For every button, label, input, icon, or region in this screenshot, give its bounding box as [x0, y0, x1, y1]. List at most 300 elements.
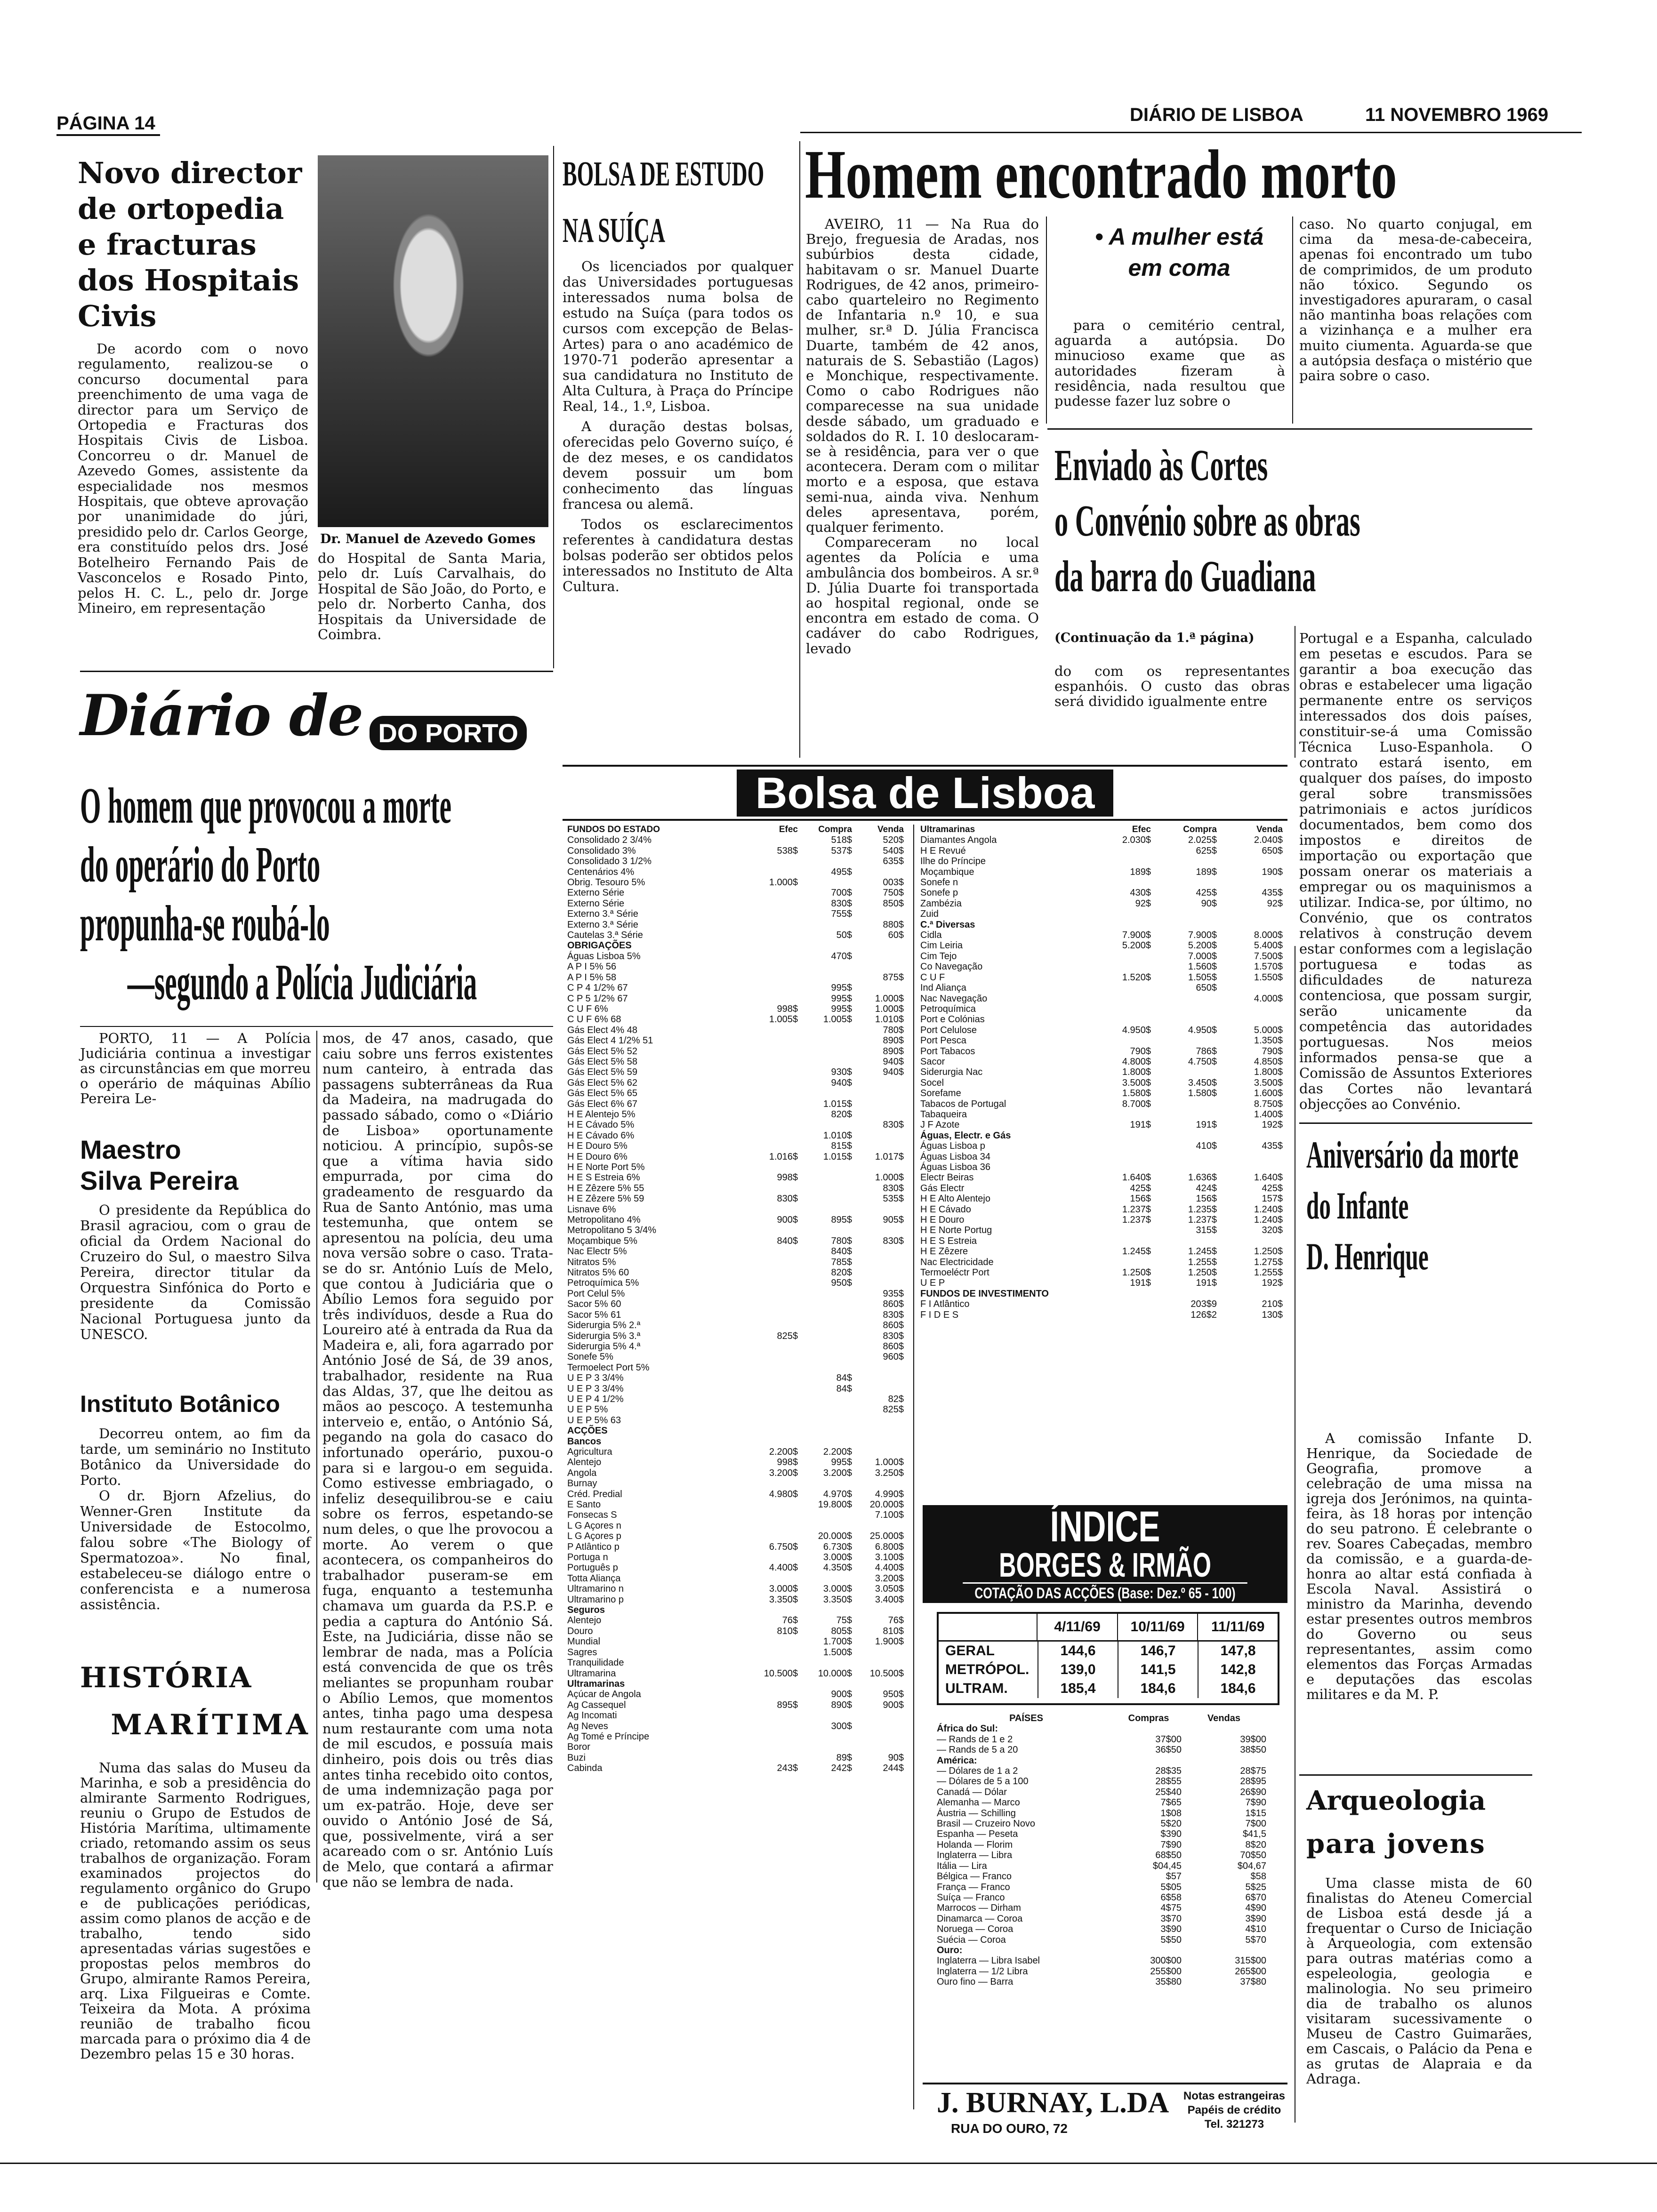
row-value: 995$: [831, 993, 852, 1004]
row-value: [1090, 877, 1151, 888]
row-value: 995$: [831, 1003, 852, 1014]
row-label: Alentejo: [567, 1615, 602, 1626]
bolsa-suica-body: Os licenciados por qualquer das Universidades portuguesas interessados numa bolsa de estudo na Suíça (para todos os cursos com excepção de Belas-Artes) para o ano académico de 1970-71 poderão apresentar a sua candidatura no Instituto de Alta Cultura, à Praça do Príncipe Real, 14., 1.º, Lisboa. A duração destas bolsas, oferecidas pelo Governo suíço, é de dez meses, e os candidatos devem possuir um bom conhecimento das línguas francesa ou alemã. Todos os esclarecimentos referentes à candidatura destas bolsas poderão ser obtidos pelos interessados no Instituto de Alta Cultura.: [563, 258, 793, 594]
row-label: Ag Neves: [567, 1721, 608, 1731]
indice-row: [939, 1642, 1278, 1660]
row-label: Inglaterra — Libra Isabel: [937, 1956, 1040, 1966]
table-row: [567, 1742, 911, 1752]
row-value: 430$: [1130, 888, 1151, 898]
row-value: 470$: [831, 951, 852, 962]
table-row: [937, 1734, 1285, 1745]
row-value: [798, 1352, 852, 1362]
row-value: [753, 1721, 798, 1731]
col-divider: [1046, 216, 1047, 424]
row-label: H E Douro 6%: [567, 1151, 627, 1162]
row-value: 4$10: [1245, 1924, 1266, 1935]
row-label: Externo 3.ª Série: [567, 919, 638, 930]
table-row: [937, 1723, 1285, 1734]
row-value: [1151, 909, 1217, 919]
burnay-name: J. BURNAY, L.DA: [937, 2087, 1169, 2119]
row-value: [852, 1257, 904, 1267]
row-value: [798, 1320, 852, 1330]
row-label: Consolidado 2 3/4%: [567, 835, 652, 846]
row-value: 940$: [883, 1067, 904, 1078]
title-line: BOLSA DE ESTUDO: [563, 155, 764, 193]
table-row: [567, 1658, 911, 1668]
row-label: Moçambique: [920, 866, 974, 877]
row-value: 130$: [1262, 1309, 1283, 1320]
row-label: Port Tabacos: [920, 1046, 975, 1057]
table-row: [567, 1753, 911, 1763]
row-value: [753, 1046, 798, 1057]
table-row: [920, 951, 1287, 962]
row-value: [753, 1521, 798, 1531]
row-value: 1.245$: [1188, 1246, 1217, 1257]
table-row: [567, 1278, 911, 1288]
row-label: — Dólares de 5 a 100: [937, 1776, 1029, 1787]
row-value: 1.600$: [1254, 1088, 1283, 1099]
col-header: PAÍSES: [1009, 1713, 1043, 1723]
row-value: 860$: [883, 1341, 904, 1352]
row-value: 2.200$: [769, 1446, 798, 1457]
row-value: $41,5: [1242, 1829, 1266, 1840]
table-row: [567, 1404, 911, 1415]
row-value: 995$: [831, 1457, 852, 1468]
row-label: Obrig. Tesouro 5%: [567, 877, 645, 888]
row-value: 425$: [1262, 1183, 1283, 1194]
row-value: 90$: [1201, 898, 1217, 909]
row-value: 6.730$: [823, 1541, 852, 1552]
row-label: Sacor: [920, 1056, 945, 1067]
row-value: [753, 1710, 798, 1721]
row-label: P Atlântico p: [567, 1541, 619, 1552]
table-row: [920, 1194, 1287, 1204]
row-label: Tabaqueira: [920, 1109, 967, 1120]
homem-morto-col3: caso. No quarto conjugal, em cima da mesa-de-cabeceira, apenas foi encontrado um tubo de comprimidos, de um produto não tóxico. Segundo os investigadores apuraram, o casal não mantinha boas relações com a vizinhança e a mulher era muito ciumenta. Aguarda-se que a autópsia desfaça o mistério que paira sobre o caso.: [1299, 216, 1532, 384]
row-value: 28$95: [1240, 1776, 1266, 1787]
row-value: 3.000$: [823, 1552, 852, 1563]
col-divider: [1292, 216, 1293, 424]
table-row: [937, 1956, 1285, 1966]
row-value: [1116, 1945, 1182, 1956]
row-label: H E Alto Alentejo: [920, 1194, 990, 1204]
masthead-badge: DO PORTO: [370, 716, 527, 750]
row-value: [753, 1067, 798, 1077]
table-row: [920, 1035, 1287, 1046]
row-label: Ind Aliança: [920, 983, 966, 994]
row-value: 10.000$: [818, 1668, 852, 1679]
row-value: [852, 951, 904, 962]
row-value: 495$: [831, 866, 852, 877]
row-label: Gás Elect 5% 59: [567, 1067, 637, 1078]
table-row: [567, 940, 911, 951]
row-value: 157$: [1262, 1194, 1283, 1204]
row-label: Agricultura: [567, 1446, 612, 1457]
row-label: Sonefe p: [920, 888, 958, 898]
row-value: 10.500$: [869, 1668, 904, 1679]
title-line: Maestro: [80, 1135, 181, 1164]
table-row: [567, 867, 911, 877]
row-value: [753, 1404, 798, 1415]
row-label: Ultramarino p: [567, 1594, 624, 1605]
row-value: [1217, 909, 1283, 919]
table-row: [567, 1183, 911, 1194]
table-row: [920, 898, 1287, 909]
row-label: FUNDOS DE INVESTIMENTO: [920, 1288, 1049, 1299]
row-value: 1.016$: [769, 1151, 798, 1162]
row-value: [798, 1025, 852, 1035]
row-value: 890$: [883, 1046, 904, 1057]
row-value: 3.350$: [769, 1594, 798, 1605]
row-value: [1151, 856, 1217, 866]
row-value: [753, 1478, 798, 1489]
row-value: 1.550$: [1254, 972, 1283, 983]
page-bottom-rule: [0, 2163, 1657, 2164]
arqueologia-body: Uma classe mista de 60 finalistas do Ateneu Comercial de Lisboa está desde já a frequentar o Curso de Iniciação à Arqueologia, com extensão para outras matérias como a espeleologia, geologia e malinologia. No seu primeiro dia de trabalho os alunos visitaram sucessivamente o Museu de Castro Guimarães, em Cascais, o Palácio da Pena e as grutas de Alapraia e da Adraga.: [1306, 1875, 1532, 2087]
row-value: 830$: [883, 1120, 904, 1130]
table-row: [567, 1194, 911, 1204]
row-label: H E Cávado 6%: [567, 1130, 635, 1141]
row-value: 75$: [836, 1615, 852, 1626]
title-line: e fracturas: [78, 227, 257, 262]
row-value: 635$: [883, 856, 904, 867]
row-value: 7$90: [1245, 1797, 1266, 1808]
row-value: [753, 1689, 798, 1699]
row-value: $57: [1166, 1871, 1182, 1882]
row-value: [798, 1605, 852, 1615]
row-value: 1.005$: [823, 1014, 852, 1025]
indice-value: 142,8: [1198, 1660, 1278, 1679]
row-value: [798, 1162, 852, 1172]
row-label: H E Zêzere: [920, 1246, 968, 1257]
table-row: [920, 1215, 1287, 1225]
table-row: [920, 1172, 1287, 1183]
row-value: 5.400$: [1254, 940, 1283, 951]
row-value: 189$: [1196, 866, 1217, 877]
table-row: [920, 983, 1287, 993]
row-label: Créd. Predial: [567, 1489, 622, 1499]
row-value: 5.000$: [1254, 1025, 1283, 1035]
row-value: 860$: [883, 1320, 904, 1331]
table-row: [937, 1861, 1285, 1871]
row-value: [753, 1647, 798, 1658]
row-value: [753, 951, 798, 962]
row-value: 1.636$: [1188, 1172, 1217, 1183]
row-label: Holanda — Florim: [937, 1839, 1013, 1850]
table-row: [937, 1966, 1285, 1977]
row-label: Cim Tejo: [920, 951, 957, 962]
row-value: 830$: [831, 898, 852, 909]
row-value: [1151, 920, 1217, 930]
table-row: [920, 867, 1287, 877]
row-value: 1.017$: [875, 1151, 904, 1162]
row-label: — Rands de 5 a 20: [937, 1745, 1018, 1755]
cambios-table: [937, 1713, 1285, 2080]
row-label: H E Zêzere 5% 55: [567, 1183, 644, 1194]
row-value: 1.237$: [1122, 1204, 1151, 1215]
row-value: 1$15: [1245, 1808, 1266, 1819]
row-value: 4.950$: [1188, 1025, 1217, 1035]
row-value: 435$: [1262, 1141, 1283, 1152]
burnay-ad: [937, 2087, 1285, 2139]
bolsa-suica-title: [563, 146, 764, 259]
row-value: [798, 1415, 852, 1426]
row-value: 25.000$: [869, 1531, 904, 1542]
row-value: [753, 1257, 798, 1267]
row-value: 4.980$: [769, 1489, 798, 1499]
row-label: Português p: [567, 1563, 618, 1573]
row-value: 189$: [1130, 866, 1151, 877]
row-label: Siderurgia 5% 2.ª: [567, 1320, 641, 1331]
row-value: 1.640$: [1254, 1172, 1283, 1183]
row-value: 242$: [831, 1763, 852, 1774]
header-underline: [56, 134, 160, 136]
row-value: [753, 888, 798, 898]
row-label: Centenários 4%: [567, 866, 635, 877]
cortes-continuation: (Continuação da 1.ª página): [1054, 631, 1255, 645]
row-label: Boror: [567, 1742, 590, 1753]
table-row: [920, 994, 1287, 1004]
homem-morto-col2: para o cemitério central, aguarda a autópsia. Do minucioso exame que as autoridades fizeram à residência, nada resultou que pudesse fazer luz sobre o: [1054, 317, 1285, 409]
row-value: [798, 1088, 852, 1098]
indice-value: 185,4: [1038, 1679, 1118, 1698]
table-row: [937, 1776, 1285, 1787]
row-value: 1.005$: [769, 1014, 798, 1025]
title-line: dos Hospitais: [78, 263, 299, 297]
row-value: [753, 1130, 798, 1141]
row-value: 38$50: [1240, 1745, 1266, 1755]
row-value: 84$: [836, 1373, 852, 1384]
row-value: [1151, 1152, 1217, 1162]
porto-masthead: [80, 682, 551, 777]
table-row: [937, 1766, 1285, 1776]
row-value: 300$00: [1150, 1956, 1182, 1966]
row-label: Buzi: [567, 1752, 586, 1763]
row-value: [1151, 1014, 1217, 1025]
indice-value: 147,8: [1198, 1642, 1278, 1660]
row-value: 538$: [777, 845, 798, 856]
table-row: [567, 1057, 911, 1067]
row-value: 244$: [883, 1763, 904, 1774]
row-value: 905$: [883, 1215, 904, 1226]
row-value: 786$: [1196, 1046, 1217, 1057]
row-value: 20.000$: [869, 1499, 904, 1510]
row-value: [753, 835, 798, 845]
table-row: [567, 1320, 911, 1330]
row-value: [753, 1225, 798, 1235]
table-row: [937, 1882, 1285, 1892]
row-label: Zambézia: [920, 898, 962, 909]
table-row: [567, 1331, 911, 1341]
row-value: 650$: [1196, 983, 1217, 994]
homem-morto-kicker: [1069, 221, 1290, 283]
row-value: [798, 1573, 852, 1584]
row-label: C P 5 1/2% 67: [567, 993, 628, 1004]
row-value: 76$: [782, 1615, 798, 1626]
indice-value: 139,0: [1038, 1660, 1118, 1679]
row-value: 3.000$: [769, 1584, 798, 1595]
row-label: C U F: [920, 972, 945, 983]
section-rule: [1047, 428, 1532, 430]
table-row: [567, 1447, 911, 1457]
table-row: [567, 920, 911, 930]
row-label: Gás Elect 6% 67: [567, 1098, 637, 1109]
row-value: [798, 1510, 852, 1520]
row-value: 3$90: [1245, 1913, 1266, 1924]
row-value: [852, 1742, 904, 1752]
row-label: Açúcar de Angola: [567, 1689, 641, 1700]
row-value: [753, 1373, 798, 1383]
row-value: [1217, 1130, 1283, 1141]
table-row: [567, 1552, 911, 1563]
row-label: Tranquilidade: [567, 1658, 624, 1668]
table-row: [567, 1120, 911, 1130]
row-label: Consolidado 3 1/2%: [567, 856, 652, 867]
row-label: Ag Tomé e Príncipe: [567, 1731, 650, 1742]
row-value: [753, 983, 798, 993]
row-value: 5$05: [1160, 1882, 1182, 1892]
kicker-line: • A mulher está: [1094, 224, 1264, 250]
table-row: [920, 972, 1287, 983]
table-row: [567, 1489, 911, 1499]
row-value: 1.570$: [1254, 962, 1283, 972]
row-value: 840$: [777, 1235, 798, 1246]
row-label: C U F 6%: [567, 1003, 608, 1014]
table-row: [567, 1109, 911, 1120]
title-line: —segundo a Polícia Judiciária: [127, 954, 477, 1010]
row-value: [852, 1415, 904, 1426]
table-row: [567, 877, 911, 888]
row-value: [852, 1078, 904, 1088]
row-value: 890$: [883, 1035, 904, 1046]
table-row: [920, 1141, 1287, 1151]
row-value: 1.240$: [1254, 1204, 1283, 1215]
row-label: Petroquímica: [920, 1003, 976, 1014]
row-value: 5$25: [1245, 1882, 1266, 1892]
table-row: [567, 972, 911, 983]
table-row: [567, 1710, 911, 1721]
row-value: [852, 1099, 904, 1109]
cortes-col1: do com os representantes espanhóis. O custo das obras será dividido igualmente entre: [1054, 663, 1290, 709]
table-row: [567, 951, 911, 962]
row-value: 625$: [1196, 845, 1217, 856]
row-value: [798, 1478, 852, 1489]
row-label: Inglaterra — 1/2 Libra: [937, 1966, 1028, 1977]
row-value: [1217, 856, 1283, 866]
table-row: [920, 1183, 1287, 1194]
table-row: [567, 1721, 911, 1731]
table-row: [567, 1152, 911, 1162]
row-value: [798, 1679, 852, 1689]
row-label: Sonefe n: [920, 877, 958, 888]
table-row: [567, 1626, 911, 1636]
row-label: Lisnave 6%: [567, 1204, 616, 1215]
row-label: H E Cávado: [920, 1204, 971, 1215]
row-value: [1090, 1257, 1151, 1267]
row-value: [852, 962, 904, 972]
row-value: [798, 1742, 852, 1752]
row-label: Sorefame: [920, 1088, 961, 1099]
row-label: Itália — Lira: [937, 1860, 987, 1871]
table-row: [567, 1025, 911, 1035]
table-row: [567, 1099, 911, 1109]
table-row: [920, 1004, 1287, 1014]
table-row: [567, 1605, 911, 1615]
row-value: [1090, 962, 1151, 972]
row-value: [852, 1731, 904, 1742]
indice-label: ULTRAM.: [945, 1681, 1008, 1696]
row-value: 830$: [883, 1330, 904, 1341]
row-value: 7.900$: [1122, 930, 1151, 941]
table-row: [567, 1394, 911, 1404]
row-value: 26$90: [1240, 1787, 1266, 1797]
row-label: Port Celul 5%: [567, 1288, 625, 1299]
row-value: [798, 1521, 852, 1531]
table-row: [920, 1109, 1287, 1120]
table-row: [567, 1078, 911, 1088]
col-divider: [553, 146, 554, 668]
row-value: 4$90: [1245, 1903, 1266, 1914]
row-label: OBRIGAÇÕES: [567, 940, 632, 951]
bolsa-title: Bolsa de Lisboa: [563, 769, 1287, 817]
table-row: [920, 1152, 1287, 1162]
row-value: [798, 1204, 852, 1215]
row-value: 435$: [1262, 888, 1283, 898]
table-row: [937, 1892, 1285, 1903]
table-row: [567, 1246, 911, 1257]
row-value: [852, 1162, 904, 1172]
row-value: 998$: [777, 1457, 798, 1468]
title-line: HISTÓRIA: [80, 1661, 252, 1694]
table-row: [567, 1373, 911, 1383]
title-line: Silva Pereira: [80, 1166, 239, 1195]
title-line: Enviado às Cortes: [1054, 441, 1268, 490]
row-value: [753, 1025, 798, 1035]
table-row: [920, 962, 1287, 972]
burnay-rule: [923, 2083, 1287, 2084]
row-value: [852, 867, 904, 877]
title-line: D. Henrique: [1306, 1235, 1429, 1278]
row-value: 84$: [836, 1383, 852, 1394]
row-value: 520$: [883, 835, 904, 846]
row-value: 90$: [888, 1752, 904, 1763]
row-value: 4.970$: [823, 1489, 852, 1499]
row-value: 265$00: [1235, 1966, 1266, 1977]
row-label: U E P 4 1/2%: [567, 1394, 624, 1404]
row-value: 191$: [1130, 1278, 1151, 1289]
row-value: 315$: [1196, 1225, 1217, 1236]
table-row: [567, 1130, 911, 1141]
title-line: O homem que provocou a morte: [80, 778, 452, 834]
table-row: [567, 1615, 911, 1626]
row-value: 1.275$: [1254, 1257, 1283, 1267]
col-divider: [799, 141, 800, 758]
title-line: de ortopedia: [78, 192, 284, 226]
row-value: 825$: [777, 1330, 798, 1341]
row-value: [852, 1130, 904, 1141]
row-value: 425$: [1130, 1183, 1151, 1194]
row-value: 790$: [1130, 1046, 1151, 1057]
table-row: [920, 1162, 1287, 1172]
table-row: [567, 1763, 911, 1773]
row-label: Consolidado 3%: [567, 845, 636, 856]
row-value: [1217, 877, 1283, 888]
row-value: 3.050$: [875, 1584, 904, 1595]
row-value: 1.245$: [1122, 1246, 1151, 1257]
table-row: [567, 1267, 911, 1278]
indice-date: 11/11/69: [1197, 1614, 1278, 1640]
row-value: 1.010$: [875, 1014, 904, 1025]
